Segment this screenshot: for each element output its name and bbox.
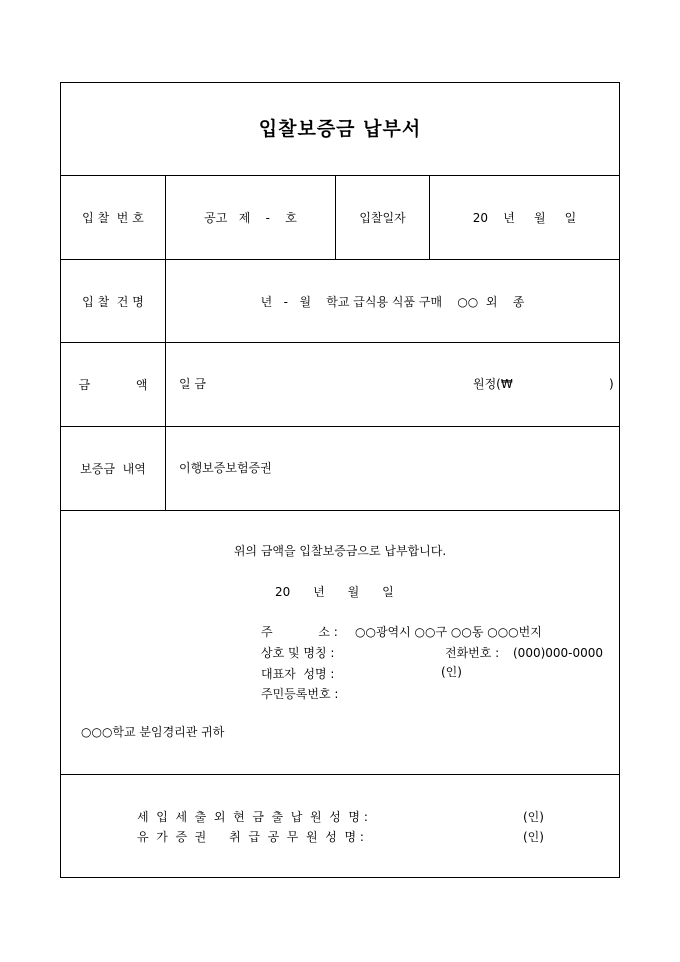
representative-label: 대표자 성명 :	[261, 667, 335, 681]
amount-close: )	[609, 377, 614, 391]
deposit-value: 이행보증보험증권	[179, 461, 272, 475]
page-title: 입찰보증금 납부서	[258, 118, 422, 140]
representative-seal: (인)	[441, 665, 462, 679]
bid-date-label: 입찰일자	[359, 211, 406, 225]
bid-number-label: 입 찰 번 호	[82, 211, 144, 225]
date-line: 20 년 월 일	[275, 585, 394, 599]
address-label: 주 소 :	[261, 625, 338, 639]
resident-number-label: 주민등록번호 :	[261, 687, 339, 701]
bid-number-value: 공고 제 - 호	[204, 211, 297, 225]
phone-value: (000)000-0000	[513, 646, 604, 660]
cashier-seal: (인)	[523, 810, 544, 824]
cashier-signature-label: 세 입 세 출 외 현 금 출 납 원 성 명 :	[137, 810, 368, 824]
declaration: 위의 금액을 입찰보증금으로 납부합니다.	[233, 543, 447, 558]
row-divider	[61, 510, 619, 511]
bid-item-value: 년 - 월 학교 급식용 식품 구매 ○○ 외 종	[260, 294, 525, 309]
address-value: ○○광역시 ○○구 ○○동 ○○○번지	[355, 625, 542, 639]
amount-prefix: 일 금	[179, 377, 206, 391]
securities-officer-seal: (인)	[523, 830, 544, 844]
securities-officer-signature-label: 유 가 증 권 취 급 공 무 원 성 명 :	[137, 830, 364, 844]
recipient: ○○○학교 분임경리관 귀하	[81, 725, 225, 739]
row-divider	[61, 774, 619, 775]
deposit-label: 보증금 내역	[80, 462, 146, 476]
amount-label: 금 액	[78, 378, 148, 392]
deposit-form	[60, 82, 620, 878]
bid-item-label: 입 찰 건 명	[82, 294, 144, 309]
bid-date-value: 20 년 월 일	[472, 211, 577, 225]
company-label: 상호 및 명칭 :	[261, 646, 335, 660]
amount-won: 원정(₩	[473, 377, 513, 391]
phone-label: 전화번호 :	[445, 646, 500, 660]
